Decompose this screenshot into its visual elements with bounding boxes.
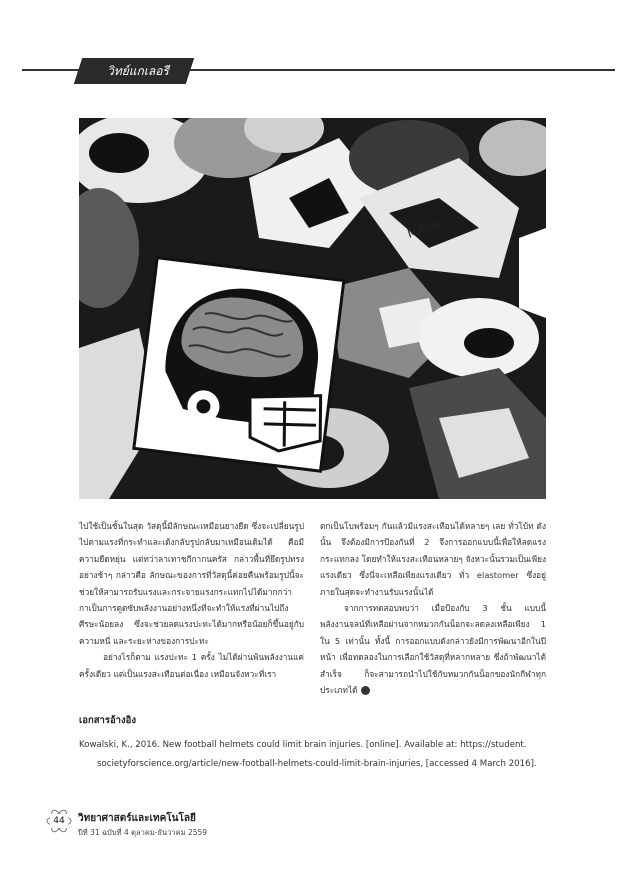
section-label: วิทย์แกเลอรี xyxy=(107,64,169,78)
end-mark-icon xyxy=(361,686,370,695)
article-paragraph xyxy=(320,600,546,698)
issue-info: ปีที่ 31 ฉบับที่ 4 ตุลาคม-ธันวาคม 2559 xyxy=(78,828,208,837)
football-pile-illustration xyxy=(79,118,546,499)
article-paragraph: ตกเป็นโบพร้อมๆ กันแล้วมีแรงสะเทือนได้หลายๆ เลย ทั่วโบ้ท ดังนั้น จึงต้องมีการป้องกันที่ 2 จึงการออกแบบนี้เพื่อให้ลดแรงกระแทกลง โดยทำให้แรงสะเทือนหลายๆ จังหวะนั้นรวมเป็นเพียงแรงเดียว ซึ่งนี่จะเหลือเพียงแรงเดียว ทั่ว elastomer ซึ่งอยู่ภายในสุดจะทำงานรับแรงนั้นได้ xyxy=(320,521,546,597)
hero-illustration xyxy=(79,118,546,499)
reference-entry xyxy=(79,736,547,774)
article-column-1 xyxy=(79,518,304,682)
article-paragraph: ไปใช้เป็นชั้นในสุด วัสดุนี้มีลักษณะเหมือนยางยืด ซึ่งจะเปลี่ยนรูปไปตามแรงที่กระทำและเด้งกลับรูปกลับมาเหมือนเดิมได้ คือมีความยืดหยุ่น แต่ทว่าลาเทาชกีกากนครัส กล่าวพื้นที่ยึดรูปทรงอย่างช้าๆ กล่าวคือ ลักษณะของการที่วัสดุนี้ค่อยคืนพร้อมรูปนี้จะช่วยให้สามารถรับแรงและกระจายแรงกระแทกไปได้มากกว่า กาเป็นการดูดซับพลังงานอย่างหนึ่งที่จะทำให้แรงที่ผ่านไปถึงศีรษะน้อยลง ซึ่งจะช่วยลดแรงปะทะได้มากหรือน้อยก็ขึ้นอยู่กับความหนี่ และระยะห่างของการปะทะ xyxy=(79,521,304,646)
journal-title: วิทยาศาสตร์และเทคโนโลยี xyxy=(78,813,196,824)
reference-line: societyforscience.org/article/new-football-helmets-could-limit-brain-injuries, [accessed 4 March 2016]. xyxy=(97,759,537,769)
reference-line: Kowalski, K., 2016. New football helmets could limit brain injuries. [online]. Available at: https://student. xyxy=(79,740,527,750)
helmet-text: MAHA xyxy=(405,216,444,241)
article-paragraph: อย่างไรก็ตาม แรงปะทะ 1 ครั้ง ไม่ได้ผ่านพ้นพลังงานแค่ครั้งเดียว แต่เป็นแรงสะเทือนต่อเนื่อง เหมือนจังหวะที่เรา xyxy=(79,652,304,679)
article-column-2 xyxy=(320,518,546,698)
references-title: เอกสารอ้างอิง xyxy=(79,715,136,726)
page-number: 44 xyxy=(50,814,68,828)
article-paragraph-text: จากการทดสอบพบว่า เมื่อป้องกับ 3 ชั้น แบบนี้ พลังงานจลน์ที่เหลือผ่านจากหมวกกันน็อกจะลดลงเหลือเพียง 1 ใน 5 เท่านั้น ทั้งนี้ การออกแบบดังกล่าวยังมีการพัฒนาอีกในปีหน้า เพื่อทดลองในการเลือกใช้วัสดุที่หลากหลาย ซึ่งถ้าพัฒนาได้สำเร็จ ก็จะสามารถนำไปใช้กับหมวกกันน็อกของนักกีฬาทุกประเภทได้ xyxy=(320,603,546,696)
